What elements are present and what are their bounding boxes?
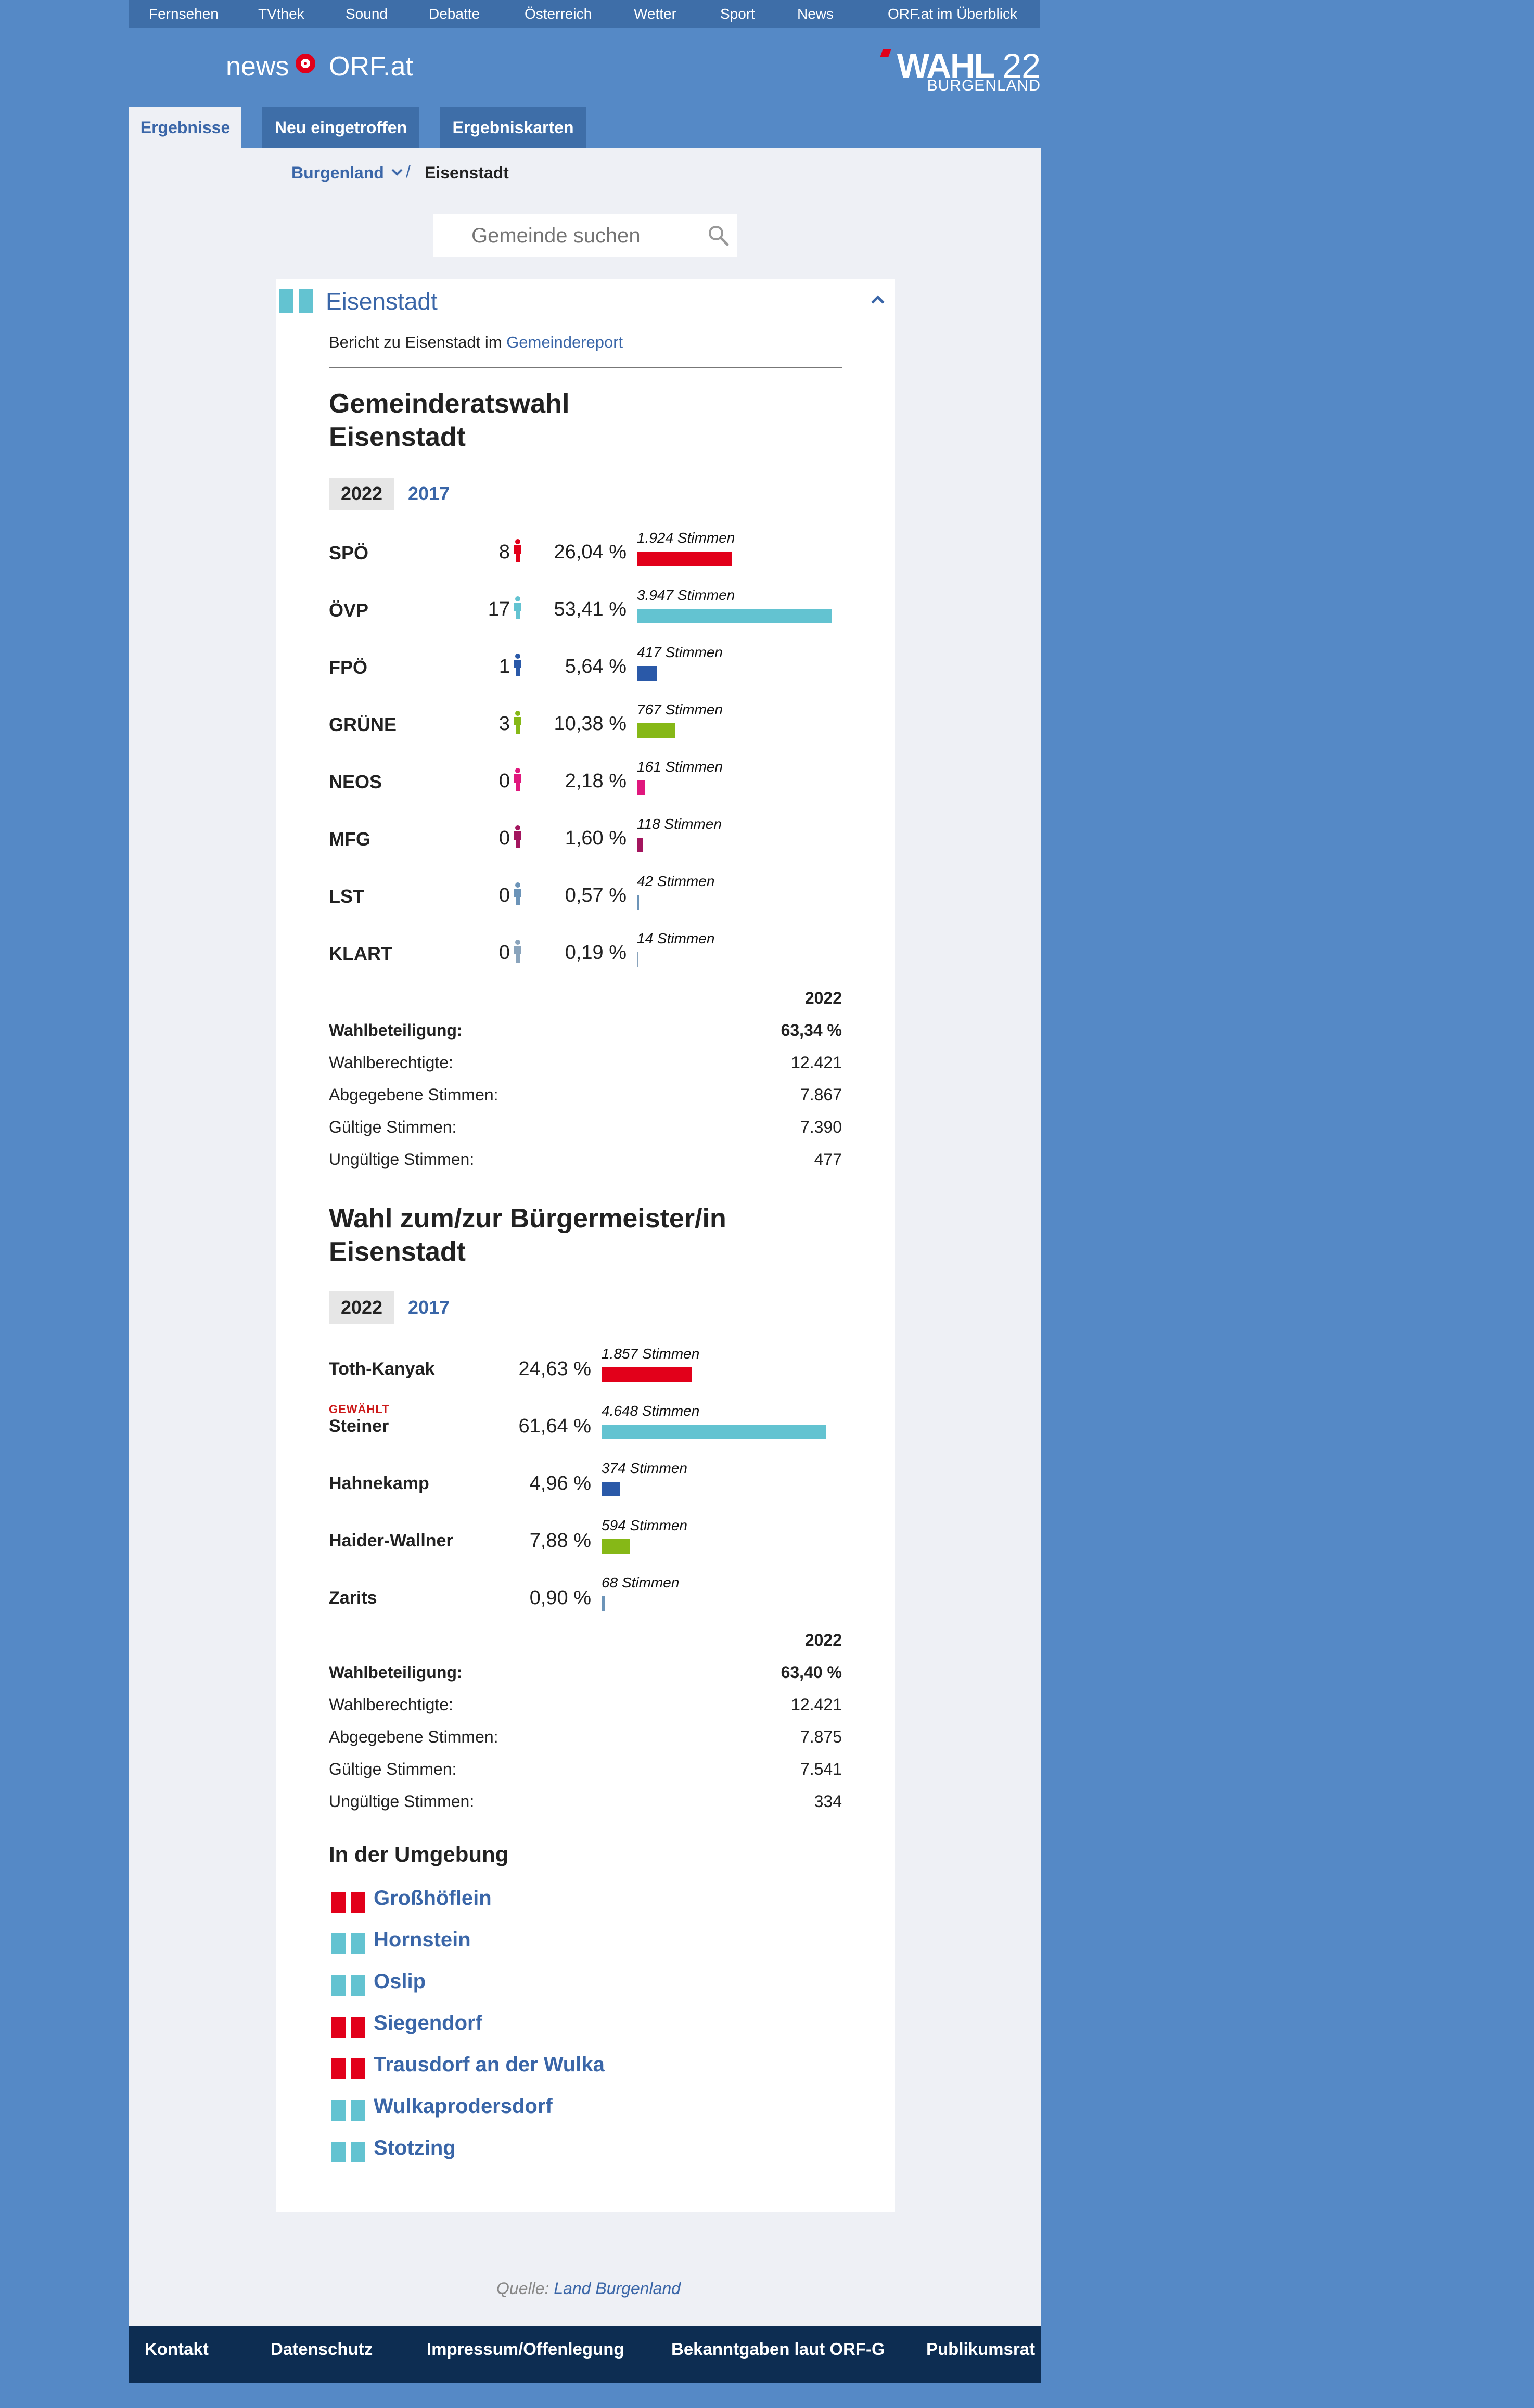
mayor-year-2022-tab[interactable]: 2022 <box>329 1291 394 1324</box>
nav-sound[interactable]: Sound <box>346 6 388 22</box>
candidate-votes: 1.857 Stimmen <box>602 1346 700 1362</box>
stat-value: 63,40 % <box>781 1663 842 1682</box>
party-percent: 2,18 % <box>565 770 627 792</box>
gemeindereport-link[interactable]: Gemeindereport <box>506 333 623 351</box>
stat-value: 12.421 <box>791 1695 842 1714</box>
party-votes: 14 Stimmen <box>637 930 715 946</box>
nav-debatte[interactable]: Debatte <box>429 6 480 22</box>
candidate-name: Steiner <box>329 1416 389 1436</box>
party-vote-bar <box>637 780 645 795</box>
tab-ergebniskarten[interactable]: Ergebniskarten <box>440 107 586 148</box>
wahl-logo-region: BURGENLAND <box>927 77 1041 94</box>
search-input[interactable] <box>433 214 693 257</box>
council-stats-year: 2022 <box>804 989 842 1007</box>
mayor-title-line1: Wahl zum/zur Bürgermeister/in <box>329 1203 726 1234</box>
umgebung-link[interactable]: Hornstein <box>374 1928 471 1951</box>
party-vote-bar <box>637 666 657 681</box>
nav-orf-overview[interactable]: ORF.at im Überblick <box>888 6 1017 22</box>
umgebung-link[interactable]: Siegendorf <box>374 2012 482 2034</box>
mayor-title-line2: Eisenstadt <box>329 1237 466 1267</box>
stat-label: Ungültige Stimmen: <box>329 1150 475 1169</box>
candidate-name: Toth-Kanyak <box>329 1359 435 1379</box>
party-name: NEOS <box>329 771 382 792</box>
party-flag-icon <box>331 2142 346 2162</box>
stat-value: 334 <box>814 1792 842 1811</box>
council-year-2022-tab[interactable]: 2022 <box>329 478 394 510</box>
footer-impressum[interactable]: Impressum/Offenlegung <box>427 2339 624 2359</box>
nav-sport[interactable]: Sport <box>720 6 755 22</box>
candidate-votes: 374 Stimmen <box>602 1460 687 1476</box>
footer-publikumsrat[interactable]: Publikumsrat <box>926 2339 1036 2359</box>
stat-label: Gültige Stimmen: <box>329 1760 457 1778</box>
candidate-percent: 61,64 % <box>518 1415 591 1437</box>
report-text <box>329 333 623 352</box>
party-votes: 417 Stimmen <box>637 644 723 660</box>
nav-fernsehen[interactable]: Fernsehen <box>149 6 219 22</box>
party-percent: 0,57 % <box>565 885 627 906</box>
umgebung-link[interactable]: Oslip <box>374 1970 426 1993</box>
mayor-year-2017-tab[interactable]: 2017 <box>408 1297 450 1318</box>
council-title-line1: Gemeinderatswahl <box>329 389 570 419</box>
party-flag-icon <box>351 1892 365 1913</box>
search-box <box>433 214 737 257</box>
chevron-up-icon[interactable] <box>869 291 887 309</box>
party-name: ÖVP <box>329 599 369 621</box>
stat-label: Gültige Stimmen: <box>329 1118 457 1136</box>
person-icon <box>513 882 522 905</box>
tab-neu-eingetroffen[interactable]: Neu eingetroffen <box>262 107 419 148</box>
council-title-line2: Eisenstadt <box>329 422 466 452</box>
party-name: FPÖ <box>329 657 368 678</box>
candidate-vote-bar <box>602 1596 605 1611</box>
stat-label: Wahlberechtigte: <box>329 1053 453 1072</box>
party-votes: 118 Stimmen <box>637 816 722 832</box>
party-flag-icon <box>351 1975 365 1996</box>
report-prefix: Bericht zu Eisenstadt im <box>329 333 502 351</box>
source-link[interactable]: Land Burgenland <box>554 2279 681 2298</box>
person-icon <box>513 596 522 619</box>
wahl22-logo[interactable] <box>879 46 1041 94</box>
candidate-name: Hahnekamp <box>329 1474 429 1493</box>
candidate-percent: 24,63 % <box>518 1358 591 1380</box>
nav-wetter[interactable]: Wetter <box>634 6 676 22</box>
footer-kontakt[interactable]: Kontakt <box>145 2339 209 2359</box>
candidate-name: Haider-Wallner <box>329 1531 453 1551</box>
person-icon <box>513 825 522 848</box>
stat-label: Abgegebene Stimmen: <box>329 1085 498 1104</box>
umgebung-link[interactable]: Trausdorf an der Wulka <box>374 2053 605 2076</box>
stat-label: Wahlbeteiligung: <box>329 1021 463 1040</box>
party-seats: 0 <box>498 885 510 906</box>
umgebung-link[interactable]: Großhöflein <box>374 1887 492 1910</box>
stat-value: 7.541 <box>800 1760 842 1778</box>
stat-label: Abgegebene Stimmen: <box>329 1727 498 1746</box>
party-seats: 17 <box>488 598 510 620</box>
breadcrumb-current: Eisenstadt <box>425 163 509 182</box>
person-icon <box>513 768 522 791</box>
candidate-vote-bar <box>602 1482 620 1496</box>
party-percent: 0,19 % <box>565 942 627 964</box>
person-icon <box>513 654 522 676</box>
party-flag-icon <box>279 289 293 313</box>
party-flag-icon <box>331 1975 346 1996</box>
tab-ergebnisse[interactable]: Ergebnisse <box>129 107 241 148</box>
candidate-votes: 68 Stimmen <box>602 1574 680 1591</box>
candidate-percent: 7,88 % <box>529 1530 591 1552</box>
party-percent: 10,38 % <box>554 713 627 735</box>
party-vote-bar <box>637 552 732 566</box>
candidate-vote-bar <box>602 1539 630 1554</box>
stat-value: 7.875 <box>800 1727 842 1746</box>
party-flag-icon <box>351 2142 365 2162</box>
person-icon <box>513 711 522 734</box>
party-seats: 3 <box>498 713 510 735</box>
nav-tvthek[interactable]: TVthek <box>258 6 304 22</box>
footer-bekanntgaben[interactable]: Bekanntgaben laut ORF-G <box>671 2339 885 2359</box>
candidate-percent: 0,90 % <box>529 1587 591 1609</box>
chevron-down-icon[interactable] <box>390 162 404 183</box>
council-year-2017-tab[interactable]: 2017 <box>408 483 450 504</box>
party-flag-icon <box>331 2100 346 2121</box>
top-navigation <box>129 0 1040 28</box>
stat-value: 12.421 <box>791 1053 842 1072</box>
umgebung-link[interactable]: Wulkaprodersdorf <box>374 2095 553 2118</box>
nav-oesterreich[interactable]: Österreich <box>525 6 592 22</box>
party-seats: 8 <box>498 541 510 563</box>
candidate-vote-bar <box>602 1425 826 1439</box>
stat-label: Wahlbeteiligung: <box>329 1663 463 1682</box>
party-percent: 1,60 % <box>565 827 627 849</box>
wahl-logo-word: WAHL <box>897 46 994 85</box>
card-title[interactable]: Eisenstadt <box>326 288 438 315</box>
breadcrumb-burgenland[interactable]: Burgenland <box>291 163 384 182</box>
orf-eye-icon <box>296 54 315 73</box>
party-votes: 3.947 Stimmen <box>637 587 735 603</box>
party-votes: 161 Stimmen <box>637 759 723 775</box>
orf-logo-text[interactable]: ORF.at <box>329 52 413 82</box>
stat-value: 477 <box>814 1150 842 1169</box>
party-name: SPÖ <box>329 542 369 563</box>
umgebung-title: In der Umgebung <box>329 1842 509 1866</box>
party-percent: 26,04 % <box>554 541 627 563</box>
news-logo-text[interactable]: news <box>226 52 289 82</box>
party-name: LST <box>329 886 364 907</box>
candidate-vote-bar <box>602 1367 692 1382</box>
nav-news[interactable]: News <box>797 6 834 22</box>
party-flag-icon <box>351 2017 365 2038</box>
party-name: MFG <box>329 828 370 850</box>
party-votes: 1.924 Stimmen <box>637 530 735 546</box>
party-vote-bar <box>637 838 643 852</box>
party-flag-icon <box>351 1933 365 1954</box>
party-flag-icon <box>331 1892 346 1913</box>
search-icon[interactable] <box>707 224 730 247</box>
stat-label: Wahlberechtigte: <box>329 1695 453 1714</box>
party-seats: 0 <box>498 827 510 849</box>
party-flag-icon <box>351 2100 365 2121</box>
candidate-percent: 4,96 % <box>529 1472 591 1494</box>
party-votes: 767 Stimmen <box>637 701 723 718</box>
divider <box>329 367 842 368</box>
candidate-votes: 594 Stimmen <box>602 1517 687 1533</box>
party-vote-bar <box>637 952 638 967</box>
party-vote-bar <box>637 895 639 910</box>
candidate-votes: 4.648 Stimmen <box>602 1403 700 1419</box>
source-label: Quelle: <box>496 2279 549 2298</box>
party-seats: 0 <box>498 770 510 792</box>
party-vote-bar <box>637 609 832 623</box>
party-flag-icon <box>331 2017 346 2038</box>
stat-label: Ungültige Stimmen: <box>329 1792 475 1811</box>
party-seats: 0 <box>498 942 510 964</box>
party-name: KLART <box>329 943 392 964</box>
stat-value: 7.390 <box>800 1118 842 1136</box>
party-flag-icon <box>351 2058 365 2079</box>
party-name: GRÜNE <box>329 714 397 735</box>
wahl-flag-icon <box>880 49 891 57</box>
party-percent: 5,64 % <box>565 656 627 677</box>
person-icon <box>513 940 522 963</box>
party-flag-icon <box>331 1933 346 1954</box>
candidate-name: Zarits <box>329 1588 377 1608</box>
party-flag-icon <box>331 2058 346 2079</box>
umgebung-link[interactable]: Stotzing <box>374 2136 456 2159</box>
person-icon <box>513 539 522 562</box>
party-votes: 42 Stimmen <box>637 873 715 889</box>
mayor-stats-year: 2022 <box>804 1631 842 1649</box>
source-line <box>496 2279 681 2298</box>
stat-value: 7.867 <box>800 1085 842 1104</box>
footer-datenschutz[interactable]: Datenschutz <box>271 2339 373 2359</box>
party-seats: 1 <box>498 656 510 677</box>
elected-badge: GEWÄHLT <box>329 1403 390 1416</box>
breadcrumb-separator: / <box>406 162 411 181</box>
wahl-logo-year: 22 <box>1002 46 1041 85</box>
party-flag-icon <box>299 289 313 313</box>
party-percent: 53,41 % <box>554 598 627 620</box>
party-vote-bar <box>637 723 675 738</box>
stat-value: 63,34 % <box>781 1021 842 1040</box>
